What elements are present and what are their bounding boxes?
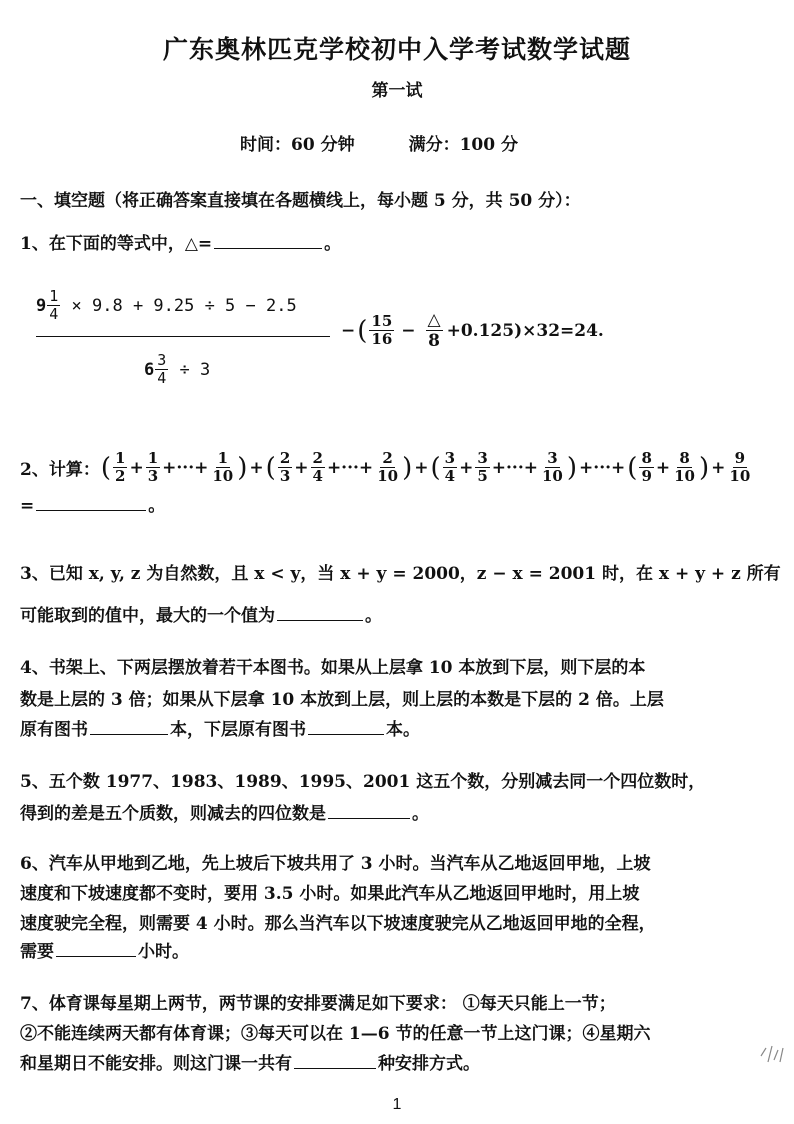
- question-6-line-2: 速度和下坡速度都不变时，要用 3.5 小时。如果此汽车从乙地返回甲地时，用上坡: [20, 884, 640, 904]
- question-1-text: 1、在下面的等式中，△=: [20, 234, 213, 254]
- equation-numerator: 9 $\frac{1}{4}$ × 9.8 + 9.25 ÷ 5 − 2.5: [36, 287, 297, 324]
- question-7-line-1: 7、体育课每星期上两节，两节课的安排要满足如下要求： ①每天只能上一节；: [20, 994, 616, 1014]
- exam-subtitle: 第一试: [371, 81, 423, 101]
- answer-blank-1[interactable]: [214, 246, 322, 249]
- fraction-bar: [36, 336, 330, 337]
- answer-blank-5[interactable]: [328, 816, 410, 819]
- fraction: $\frac{3}{4}$: [157, 351, 167, 388]
- question-2: 2、计算： ( $\frac{1}{2}$ + $\frac{1}{3}$ +···+ $\frac{1}{10}$ ) + ( $\frac{2}{3}$ + $\frac{2}{4}$ +···+ $\frac{2}{10}$ ) + ( $\frac{3}{4}$ + $\frac{3}{5}$ +···+ $\frac{3}{10}$ ) +···+ ( $\frac{8}{9}$ + $\frac{8}{10}$ ) + $\frac{9}{10}$: [20, 449, 751, 486]
- question-4-line-2: 数是上层的 3 倍；如果从下层拿 10 本放到上层，则上层的本数是下层的 2 倍。上层: [20, 690, 664, 710]
- question-7-line-2: ②不能连续两天都有体育课；③每天可以在 1—6 节的任意一节上这门课；④星期六: [20, 1024, 651, 1044]
- equation-right: − ( $\frac{15}{16}$ − $\frac{\triangle}{8}$ +0.125)×32=24.: [341, 310, 604, 351]
- question-2-answer: = 。: [20, 496, 166, 516]
- question-2-label: 2、计算：: [20, 460, 100, 481]
- answer-blank-3[interactable]: [277, 618, 363, 621]
- answer-blank-4b[interactable]: [308, 732, 384, 735]
- question-7-line-3: 和星期日不能安排。则这门课一共有 种安排方式。: [20, 1054, 480, 1074]
- question-5-line-1: 5、五个数 1977、1983、1989、1995、2001 这五个数，分别减去同一个四位数时，: [20, 772, 706, 792]
- answer-blank-2[interactable]: [36, 508, 146, 511]
- fraction: $\frac{1}{4}$: [49, 287, 59, 324]
- question-3-line-2: 可能取到的值中，最大的一个值为 。: [20, 606, 382, 626]
- equation-denominator: 6 $\frac{3}{4}$ ÷ 3: [144, 351, 211, 388]
- exam-score: 满分：100 分: [408, 135, 518, 155]
- triangle-icon: △: [427, 310, 441, 330]
- question-4-line-1: 4、书架上、下两层摆放着若干本图书。如果从上层拿 10 本放到下层，则下层的本: [20, 658, 646, 678]
- question-5-line-2: 得到的差是五个质数，则减去的四位数是 。: [20, 804, 429, 824]
- question-4-line-3: 原有图书 本，下层原有图书 本。: [20, 720, 420, 740]
- answer-blank-7[interactable]: [294, 1066, 376, 1069]
- question-1: 1、在下面的等式中，△= 。: [20, 234, 342, 254]
- section-heading: 一、填空题（将正确答案直接填在各题横线上，每小题 5 分，共 50 分）：: [20, 191, 581, 211]
- pencil-mark-icon: [758, 1042, 786, 1066]
- page-number: 1: [392, 1096, 402, 1113]
- exam-info: [240, 130, 518, 155]
- question-6-line-3: 速度驶完全程，则需要 4 小时。那么当汽车以下坡速度驶完从乙地返回甲地的全程，: [20, 914, 656, 934]
- exam-time: 时间：60 分钟: [240, 135, 355, 155]
- triangle-fraction: $\frac{\triangle}{8}$: [427, 310, 441, 351]
- exam-title: 广东奥林匹克学校初中入学考试数学试题: [162, 35, 631, 64]
- question-6-line-1: 6、汽车从甲地到乙地，先上坡后下坡共用了 3 小时。当汽车从乙地返回甲地，上坡: [20, 854, 651, 874]
- question-6-line-4: 需要 小时。: [20, 942, 189, 962]
- fraction: $\frac{15}{16}$: [371, 311, 393, 348]
- question-3-line-1: 3、已知 x, y, z 为自然数，且 x < y，当 x + y = 2000，z − x = 2001 时，在 x + y + z 所有: [20, 564, 781, 584]
- answer-blank-6[interactable]: [56, 954, 136, 957]
- answer-blank-4a[interactable]: [90, 732, 168, 735]
